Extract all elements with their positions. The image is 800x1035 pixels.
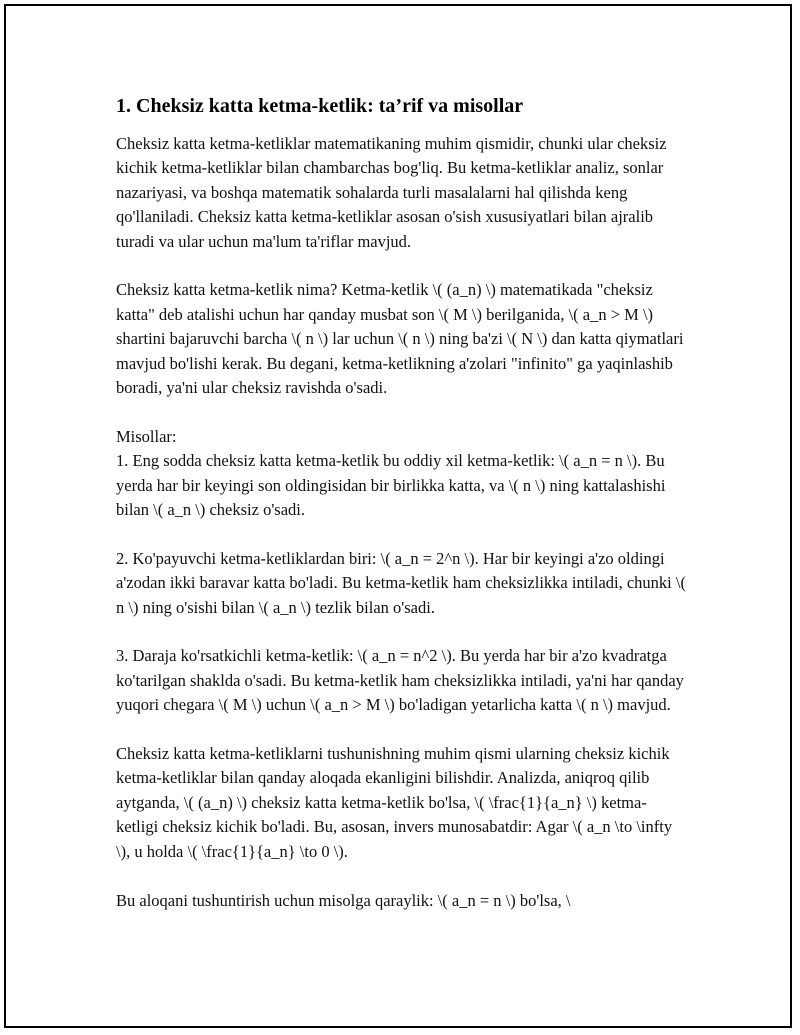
document-body bbox=[116, 92, 688, 913]
example-2-paragraph: 2. Ko'payuvchi ketma-ketliklardan biri: \( a_n = 2^n \). Har bir keyingi a'zo oldingi a'zodan ikki baravar katta bo'ladi. Bu ketma-ketlik ham cheksizlikka intiladi, chunki \( n \) ning o'sishi bilan \( a_n \) tezlik bilan o'sadi. bbox=[116, 548, 686, 617]
example-3-paragraph: 3. Daraja ko'rsatkichli ketma-ketlik: \( a_n = n^2 \). Bu yerda har bir a'zo kvadratga ko'tarilgan shaklda o'sadi. Bu ketma-ketlik ham cheksizlikka intiladi, ya'ni har qanday yuqori chegara \( M \) uchun \( a_n > M \) bo'ladigan yetarlicha katta \( n \) mavjud. bbox=[116, 646, 684, 715]
relation-paragraph: Cheksiz katta ketma-ketliklarni tushunishning muhim qismi ularning cheksiz kichik ketma-ketliklar bilan qanday aloqada ekanligini bilishdir. Analizda, aniqroq qilib aytganda, \( (a_n) \) cheksiz katta ketma-ketlik bo'lsa, \( \frac{1}{a_n} \) ketma-ketligi cheksiz kichik bo'ladi. Bu, asosan, invers munosabatdir: Agar \( a_n \to \infty \), u holda \( \frac{1}{a_n} \to 0 \). bbox=[116, 744, 673, 861]
definition-paragraph: Cheksiz katta ketma-ketlik nima? Ketma-ketlik \( (a_n) \) matematikada "cheksiz katta" deb atalishi uchun har qanday musbat son \( M \) berilganida, \( a_n > M \) shartini bajaruvchi barcha \( n \) lar uchun \( n \) ning ba'zi \( N \) dan katta qiymatlari mavjud bo'lishi kerak. Bu degani, ketma-ketlikning a'zolari "infinito" ga yaqinlashib boradi, ya'ni ular cheksiz ravishda o'sadi. bbox=[116, 280, 684, 398]
example-1-paragraph: Misollar: 1. Eng sodda cheksiz katta ketma-ketlik bu oddiy xil ketma-ketlik: \( a_n = n \). Bu yerda har bir keyingi son oldingisidan bir birlikka katta, va \( n \) ning kattalashishi bilan \( a_n \) cheksiz o'sadi. bbox=[116, 426, 666, 520]
intro-paragraph: Cheksiz katta ketma-ketliklar matematikaning muhim qismidir, chunki ular cheksiz kichik ketma-ketliklar bilan chambarchas bog'liq. Bu ketma-ketliklar analiz, sonlar nazariyasi, va boshqa matematik sohalarda turli masalalarni hal qilishda keng qo'llaniladi. Cheksiz katta ketma-ketliklar asosan o'sish xususiyatlari bilan ajralib turadi va ular uchun ma'lum ta'riflar mavjud. bbox=[116, 134, 667, 251]
closing-paragraph: Bu aloqani tushuntirish uchun misolga qaraylik: \( a_n = n \) bo'lsa, \ bbox=[116, 890, 571, 910]
section-title: 1. Cheksiz katta ketma-ketlik: ta’rif va misollar bbox=[116, 95, 524, 117]
